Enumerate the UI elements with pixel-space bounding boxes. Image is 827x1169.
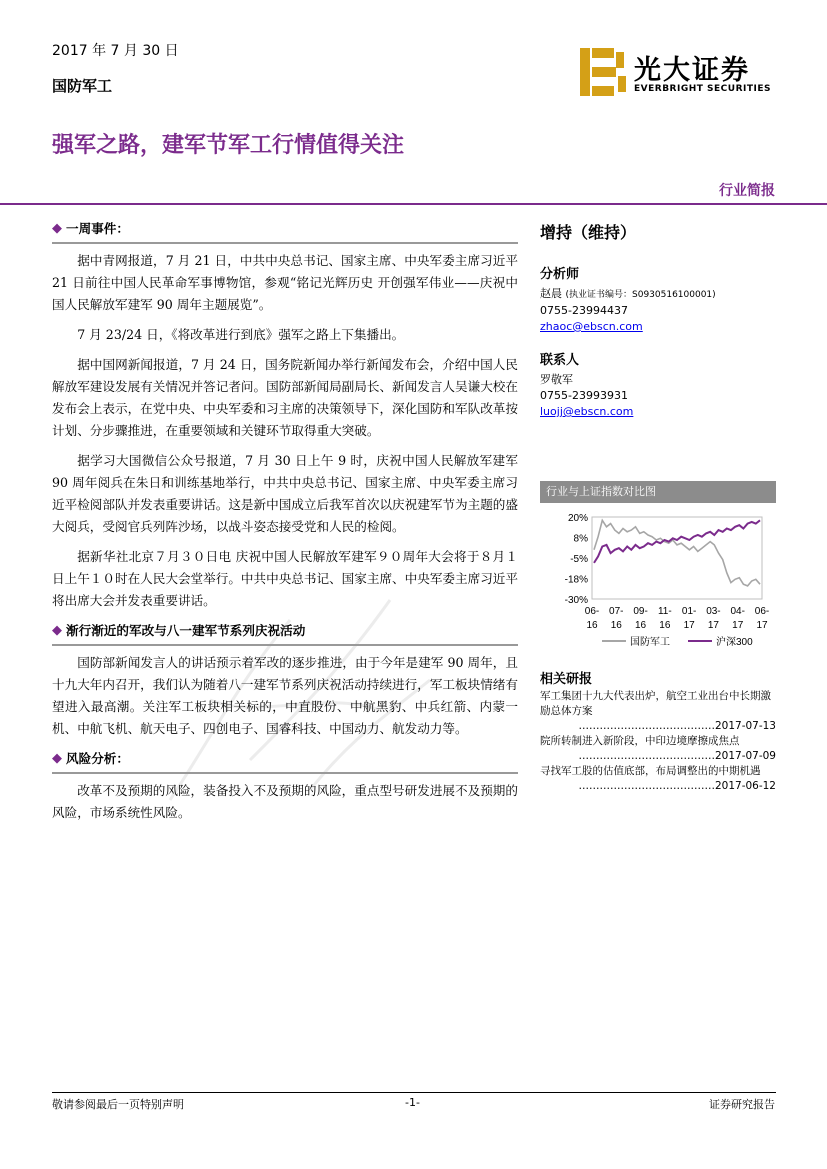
x-tick-label: 16 xyxy=(635,620,647,631)
everbright-logo-icon xyxy=(578,48,628,96)
y-tick-label: -18% xyxy=(564,574,588,586)
footer-disclaimer: 敬请参阅最后一页特别声明 xyxy=(52,1098,184,1111)
related-report-date: …………………………………2017-07-13 xyxy=(578,720,776,732)
analyst-license: (执业证书编号：S0930516100001) xyxy=(565,290,716,300)
y-tick-label: -5% xyxy=(570,554,588,565)
diamond-bullet-icon: ◆ xyxy=(52,751,62,766)
x-tick-label: 06- xyxy=(754,606,770,617)
paragraph: 据中国网新闻报道，7 月 24 日，国务院新闻办举行新闻发布会，介绍中国人民解放军建设发展有关情况并答记者问。国防部新闻局副局长、新闻发言人吴谦大校在发布会上表示，在党中央、中央军委和习主席的决策领导下，深化国防和军队改革按计划、分步骤推进，在重要领域和关键环节取得重大突破。 xyxy=(52,357,518,438)
paragraph: 国防部新闻发言人的讲话预示着军改的逐步推进，由于今年是建军 90 周年，且十九大年内召开，我们认为随着八一建军节系列庆祝活动持续进行，军工板块情绪有望进入最高潮。关注军工板块相关标的，中直股份、中航黑豹、中兵红箭、内蒙一机、中航飞机、航天电子、四创电子、国睿科技、中国动力、航发动力等。 xyxy=(52,655,518,736)
section-rule xyxy=(52,772,518,774)
y-tick-label: 20% xyxy=(567,513,588,524)
plot-frame xyxy=(592,517,762,599)
section-rule xyxy=(52,242,518,244)
related-report-date: …………………………………2017-07-09 xyxy=(578,750,776,762)
related-report-title[interactable]: 寻找军工股的估值底部，布局调整出的中期机遇 xyxy=(540,765,761,777)
related-report-title[interactable]: 院所转制进入新阶段，中印边境摩擦成焦点 xyxy=(540,735,740,747)
series-line-hs300 xyxy=(594,520,760,563)
report-title: 强军之路，建军节军工行情值得关注 xyxy=(52,133,405,158)
logo-english-text: EVERBRIGHT SECURITIES xyxy=(634,84,771,94)
rating: 增持（维持） xyxy=(540,223,637,242)
x-tick-label: 17 xyxy=(756,620,768,631)
footer-divider xyxy=(52,1092,776,1093)
analyst-name: 赵晨 xyxy=(540,287,562,300)
related-reports xyxy=(540,668,776,794)
footer-report-label: 证券研究报告 xyxy=(709,1098,775,1111)
paragraph: 7 月 23/24 日，《将改革进行到底》强军之路上下集播出。 xyxy=(77,327,405,342)
x-tick-label: 16 xyxy=(659,620,671,631)
x-tick-label: 11- xyxy=(657,606,672,617)
main-content xyxy=(52,214,518,832)
paragraph: 据学习大国微信公众号报道，7 月 30 日上午 9 时，庆祝中国人民解放军建军 90 周年阅兵在朱日和训练基地举行，中共中央总书记、国家主席、中央军委主席习近平检阅部队并发表重要讲话。这是新中国成立后我军首次以庆祝建军节为主题的盛大阅兵，受阅官兵列阵沙场，以战斗姿态接受党和人民的检阅。 xyxy=(52,453,518,534)
x-tick-label: 16 xyxy=(610,620,622,631)
series-line-defense xyxy=(594,520,760,586)
page-number: -1- xyxy=(405,1096,420,1109)
contact-heading: 联系人 xyxy=(540,353,580,368)
report-date: 2017 年 7 月 30 日 xyxy=(52,43,179,59)
header-divider xyxy=(0,203,827,205)
paragraph: 据中青网报道，7 月 21 日，中共中央总书记、国家主席、中央军委主席习近平 21 日前往中国人民革命军事博物馆，参观“铭记光辉历史 开创强军伟业——庆祝中国人民解放军建军 90 周年主题展览”。 xyxy=(52,253,518,312)
logo-chinese-text: 光大证券 xyxy=(634,55,750,86)
analyst-heading: 分析师 xyxy=(540,267,580,282)
x-tick-label: 17 xyxy=(732,620,744,631)
related-report-date: …………………………………2017-06-12 xyxy=(578,780,776,792)
x-tick-label: 04- xyxy=(730,606,745,617)
y-tick-label: 8% xyxy=(573,533,588,545)
section-heading-text: 渐行渐近的军改与八一建军节系列庆祝活动 xyxy=(66,623,306,638)
section-heading-text: 一周事件： xyxy=(66,221,129,236)
section-rule xyxy=(52,644,518,646)
related-heading: 相关研报 xyxy=(540,672,593,687)
x-tick-label: 01- xyxy=(681,606,697,617)
sidebar xyxy=(540,220,776,420)
section-heading xyxy=(52,218,518,240)
analyst-phone: 0755-23994437 xyxy=(540,304,628,317)
x-tick-label: 17 xyxy=(683,620,695,631)
comparison-chart xyxy=(540,505,776,655)
x-tick-label: 09- xyxy=(633,606,648,617)
x-tick-label: 06- xyxy=(584,606,600,617)
section-heading xyxy=(52,748,518,770)
section-heading xyxy=(52,620,518,642)
x-tick-label: 16 xyxy=(586,620,598,631)
paragraph: 据新华社北京７月３０日电 庆祝中国人民解放军建军９０周年大会将于８月１日上午１０时在人民大会堂举行。中共中央总书记、国家主席、中央军委主席习近平将出席大会并发表重要讲话。 xyxy=(52,549,518,608)
x-tick-label: 17 xyxy=(707,620,719,631)
section-heading-text: 风险分析： xyxy=(66,751,129,766)
legend-label: 沪深300 xyxy=(716,637,753,648)
contact-name: 罗敬军 xyxy=(540,373,573,386)
chart-title: 行业与上证指数对比图 xyxy=(540,481,776,503)
x-tick-label: 07- xyxy=(609,606,624,617)
analyst-email-link[interactable]: zhaoc@ebscn.com xyxy=(540,320,643,333)
x-tick-label: 03- xyxy=(706,606,721,617)
diamond-bullet-icon: ◆ xyxy=(52,221,62,236)
diamond-bullet-icon: ◆ xyxy=(52,623,62,638)
industry-label: 国防军工 xyxy=(52,77,113,95)
contact-phone: 0755-23993931 xyxy=(540,389,628,402)
related-report-title[interactable]: 军工集团十九大代表出炉，航空工业出台中长期激励总体方案 xyxy=(540,690,771,717)
paragraph: 改革不及预期的风险，装备投入不及预期的风险，重点型号研发进展不及预期的风险，市场系统性风险。 xyxy=(52,783,518,820)
report-type: 行业简报 xyxy=(719,183,775,199)
legend-label: 国防军工 xyxy=(630,637,670,648)
contact-email-link[interactable]: luojj@ebscn.com xyxy=(540,405,634,418)
y-tick-label: -30% xyxy=(564,595,588,606)
